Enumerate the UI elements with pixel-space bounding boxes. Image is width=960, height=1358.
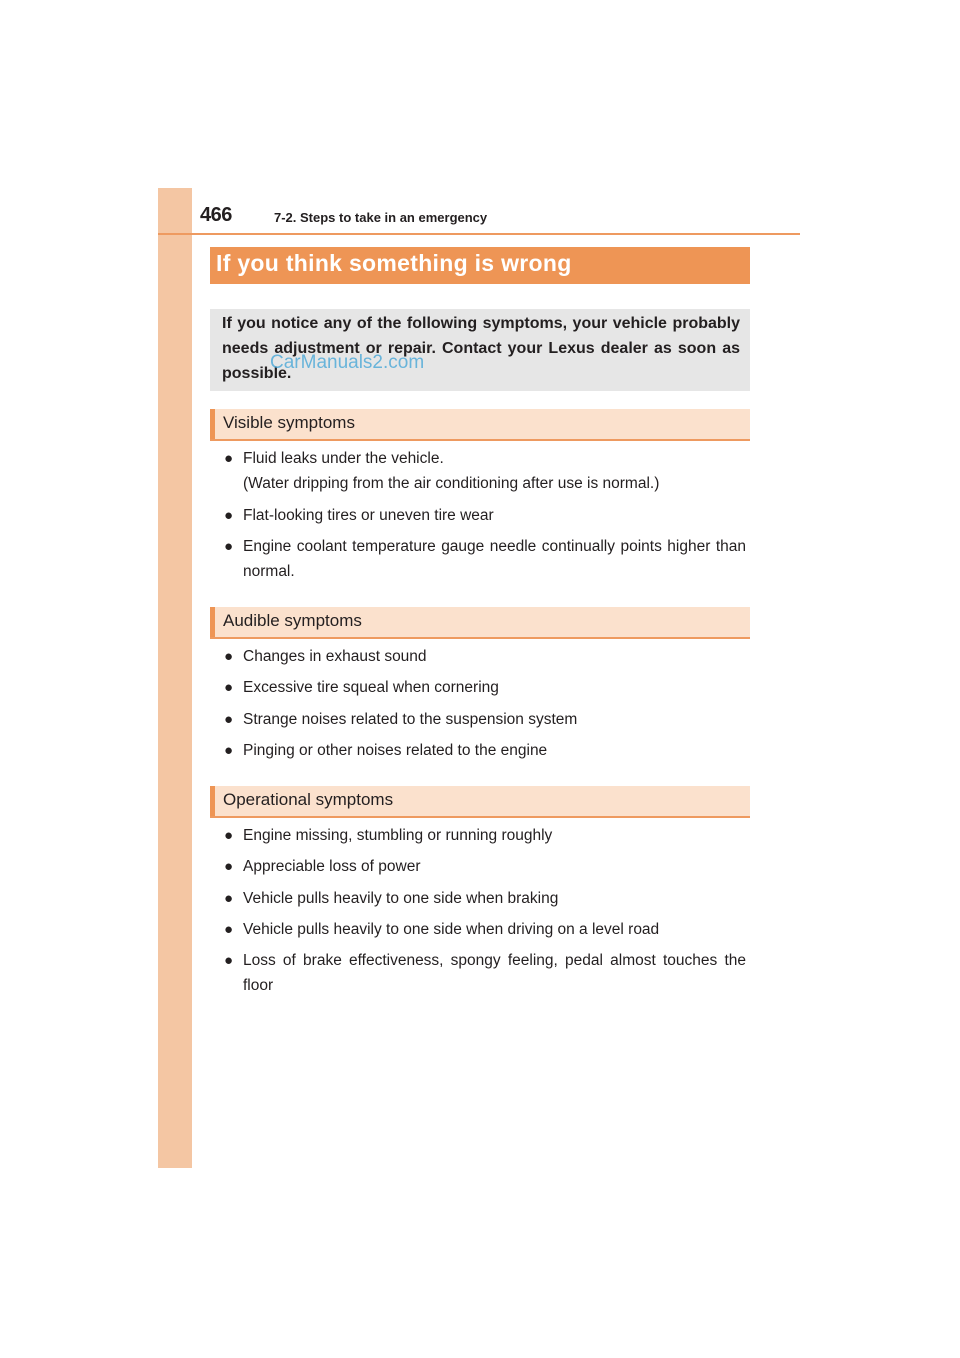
bullet-icon: ● bbox=[224, 890, 234, 907]
bullet-icon: ● bbox=[224, 648, 234, 665]
list-item bbox=[224, 503, 746, 528]
list-item bbox=[224, 738, 746, 763]
visible-symptoms-heading: Visible symptoms bbox=[223, 413, 355, 432]
list-item bbox=[224, 446, 746, 471]
list-item bbox=[224, 886, 746, 911]
list-item-note bbox=[224, 471, 746, 496]
operational-symptoms-heading-bar bbox=[210, 786, 750, 818]
operational-symptoms-heading: Operational symptoms bbox=[223, 790, 394, 809]
bullet-icon: ● bbox=[224, 538, 234, 555]
page-number: 466 bbox=[200, 204, 232, 226]
audible-symptoms-heading: Audible symptoms bbox=[223, 611, 362, 630]
intro-text: If you notice any of the following symptoms, your vehicle probably needs adjustment or repair. Contact your Lexus dealer as soon as possible. bbox=[222, 315, 740, 382]
audible-symptoms-heading-bar bbox=[210, 607, 750, 639]
bullet-icon: ● bbox=[224, 742, 234, 759]
list-item-text: Excessive tire squeal when cornering bbox=[243, 679, 499, 696]
list-item-text: Engine coolant temperature gauge needle continually points higher than normal. bbox=[243, 538, 746, 580]
side-color-band bbox=[158, 188, 192, 1168]
intro-box bbox=[210, 309, 750, 391]
list-item bbox=[224, 823, 746, 848]
list-item-text: Fluid leaks under the vehicle. bbox=[243, 450, 444, 467]
list-item-text: Pinging or other noises related to the engine bbox=[243, 742, 548, 759]
bullet-icon: ● bbox=[224, 679, 234, 696]
heading-accent bbox=[210, 607, 215, 637]
list-item-text: Vehicle pulls heavily to one side when braking bbox=[243, 890, 559, 907]
list-item bbox=[224, 644, 746, 669]
bullet-icon: ● bbox=[224, 450, 234, 467]
list-item bbox=[224, 948, 746, 998]
bullet-icon: ● bbox=[224, 711, 234, 728]
bullet-icon: ● bbox=[224, 827, 234, 844]
list-item-text: Engine missing, stumbling or running roughly bbox=[243, 827, 553, 844]
list-item-text: Strange noises related to the suspension system bbox=[243, 711, 578, 728]
page-title-bar bbox=[210, 247, 750, 284]
list-item bbox=[224, 854, 746, 879]
page-header bbox=[158, 188, 800, 234]
header-divider bbox=[158, 233, 800, 235]
list-item-text: Appreciable loss of power bbox=[243, 858, 421, 875]
section-reference: 7-2. Steps to take in an emergency bbox=[274, 210, 488, 225]
visible-symptoms-heading-bar bbox=[210, 409, 750, 441]
list-item bbox=[224, 917, 746, 942]
list-item-text: Flat-looking tires or uneven tire wear bbox=[243, 507, 494, 524]
heading-accent bbox=[210, 409, 215, 439]
list-item-text: Changes in exhaust sound bbox=[243, 648, 427, 665]
list-item-text: Loss of brake effectiveness, spongy feeling, pedal almost touches the floor bbox=[243, 952, 746, 994]
heading-accent bbox=[210, 786, 215, 816]
list-item bbox=[224, 707, 746, 732]
list-item bbox=[224, 675, 746, 700]
bullet-icon: ● bbox=[224, 507, 234, 524]
list-item-text: Vehicle pulls heavily to one side when driving on a level road bbox=[243, 921, 660, 938]
page-title: If you think something is wrong bbox=[216, 250, 572, 276]
list-item bbox=[224, 534, 746, 584]
list-item-text: (Water dripping from the air conditioning after use is normal.) bbox=[243, 475, 660, 492]
bullet-icon: ● bbox=[224, 858, 234, 875]
bullet-icon: ● bbox=[224, 952, 234, 969]
bullet-icon: ● bbox=[224, 921, 234, 938]
watermark: CarManuals2.com bbox=[270, 352, 425, 373]
